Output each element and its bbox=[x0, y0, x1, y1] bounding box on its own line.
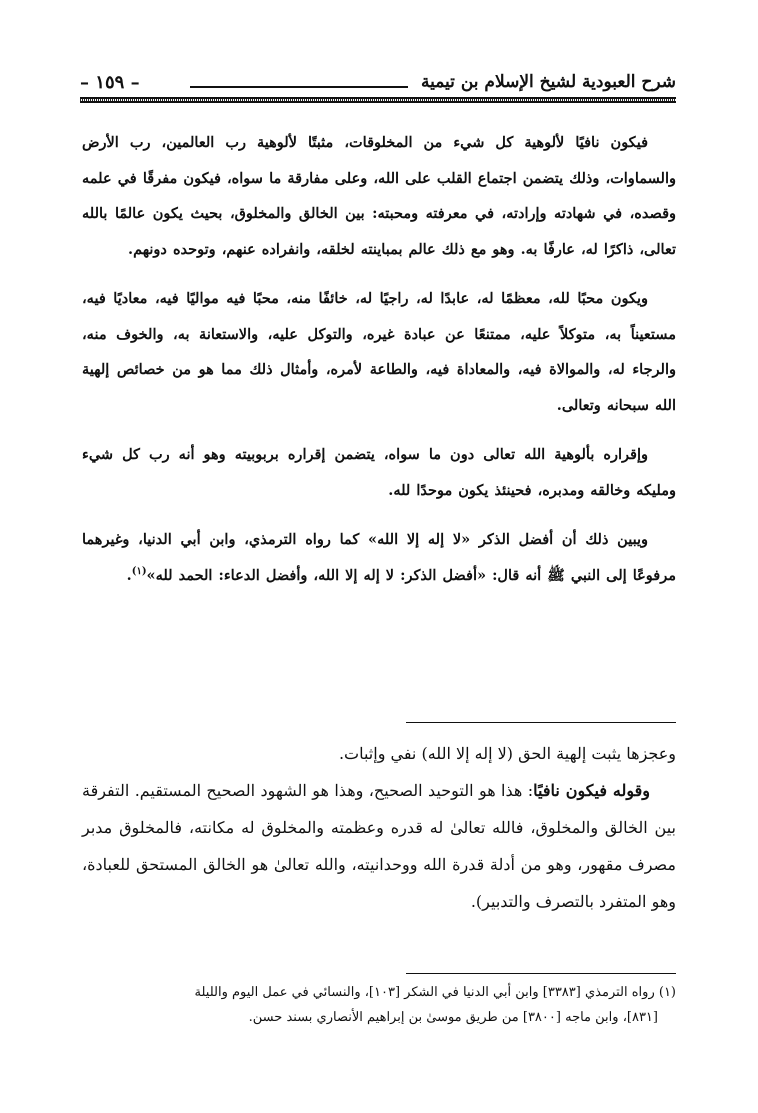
running-header bbox=[80, 70, 676, 98]
header-rule bbox=[80, 97, 676, 103]
footnote-ref-1[interactable]: (١) bbox=[131, 565, 147, 577]
main-paragraph-4 bbox=[82, 522, 676, 593]
main-paragraph-1: فيكون نافيًا لألوهية كل شيء من المخلوقات، مثبتًا لألوهية رب العالمين، رب الأرض والسماوات، وذلك يتضمن اجتماع القلب على الله، وعلى مفارقة ما سواه، فيكون مفرقًا في علمه وقصده، في شهادته وإرادته، في معرفته ومحبته: بين الخالق والمخلوق، بحيث يكون عالمًا بالله تعالى، ذاكرًا له، عارفًا به. وهو مع ذلك عالم بمباينته لخلقه، وانفراده عنهم، وتوحده دونهم. bbox=[82, 134, 676, 258]
header-dash-line bbox=[190, 86, 408, 88]
main-paragraph-4-text: ويبين ذلك أن أفضل الذكر «لا إله إلا الله» كما رواه الترمذي، وابن أبي الدنيا، وغيرهما مرفوعًا إلى النبي ﷺ أنه قال: «أفضل الذكر: لا إله إلا الله، وأفضل الدعاء: الحمد لله» bbox=[82, 531, 676, 584]
commentary-separator bbox=[406, 722, 676, 723]
commentary-paragraph-1: وعجزها يثبت إلهية الحق (لا إله إلا الله) نفي وإثبات. bbox=[338, 744, 676, 763]
footnote-1-line-1: (١) رواه الترمذي [٣٣٨٣] وابن أبي الدنيا في الشكر [١٠٣]، والنسائي في عمل اليوم والليلة bbox=[194, 985, 676, 1000]
main-text bbox=[82, 125, 676, 593]
main-paragraph-3: وإقراره بألوهية الله تعالى دون ما سواه، يتضمن إقراره بربوبيته وهو أنه رب كل شيء ومليكه وخالقه ومدبره، فحينئذ يكون موحدًا لله. bbox=[82, 446, 676, 499]
footnote-1-line-2: [٨٣١]، وابن ماجه [٣٨٠٠] من طريق موسىٰ بن إبراهيم الأنصاري بسند حسن. bbox=[248, 1010, 658, 1025]
footnote-separator bbox=[406, 973, 676, 974]
commentary-paragraph-2-text: : هذا هو التوحيد الصحيح، وهذا هو الشهود الصحيح المستقيم. التفرقة بين الخالق والمخلوق، فالله تعالىٰ له قدره وعظمته والمخلوق له مكانته، فالمخلوق مدبر مصرف مقهور، وهو من أدلة قدرة الله ووحدانيته، والله تعالىٰ هو الخالق المستحق للعبادة، وهو المتفرد بالتصرف والتدبير). bbox=[82, 781, 676, 911]
header-title: شرح العبودية لشيخ الإسلام بن تيمية bbox=[420, 72, 676, 92]
main-paragraph-2: ويكون محبًا لله، معظمًا له، عابدًا له، راجيًا له، خائفًا منه، محبًا فيه مواليًا فيه، معاديًا فيه، مستعيناً به، متوكلاً عليه، ممتنعًا عن عبادة غيره، والتوكل عليه، والاستعانة به، والخوف منه، والرجاء له، والموالاة فيه، والمعاداة فيه، والطاعة لأمره، وأمثال ذلك مما هو من خصائص إلهية الله سبحانه وتعالى. bbox=[82, 290, 676, 414]
page-number: – ١٥٩ – bbox=[80, 72, 140, 93]
commentary-text bbox=[82, 735, 676, 920]
main-paragraph-4-end: . bbox=[126, 566, 132, 584]
commentary-lead: وقوله فيكون نافيًا bbox=[533, 781, 650, 800]
commentary-paragraph-2 bbox=[82, 772, 676, 920]
footnotes bbox=[82, 980, 676, 1030]
